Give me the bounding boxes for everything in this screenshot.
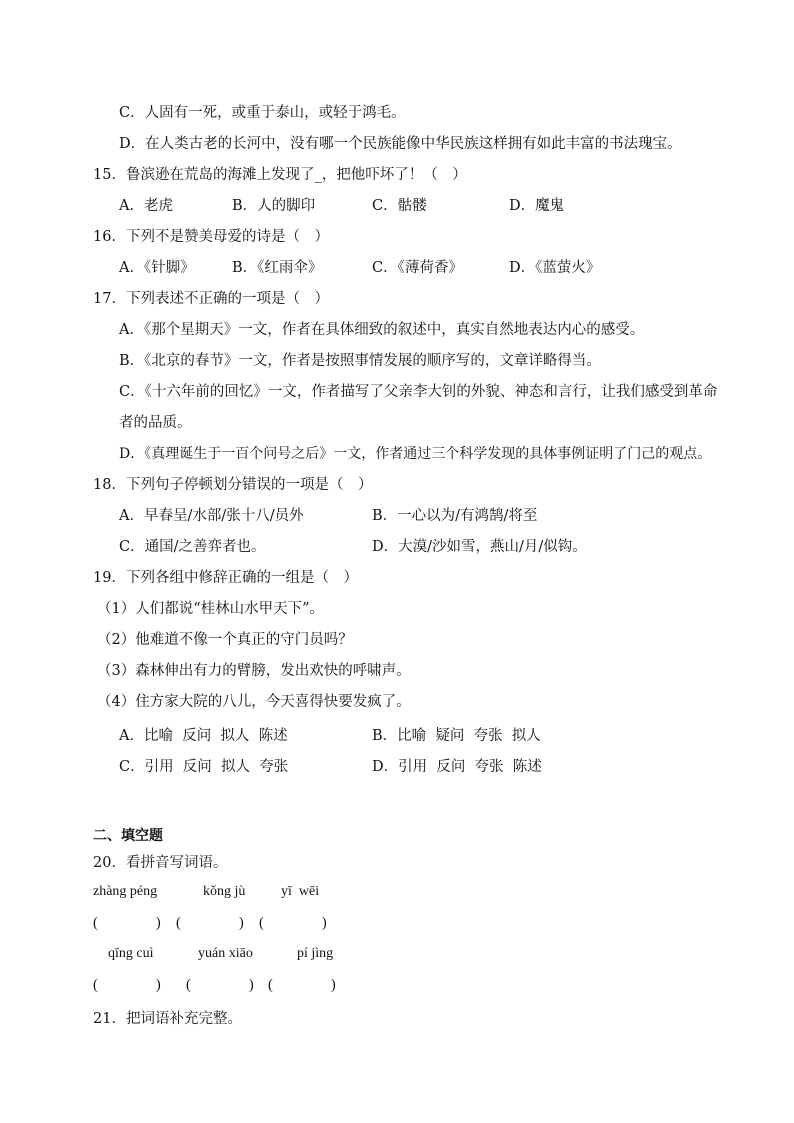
- q19-item-1: （1）人们都说“桂林山水甲天下”。: [97, 601, 325, 617]
- q16-option-a: A．《针脚》: [119, 260, 195, 276]
- q17-option-c-line2: 者的品质。: [119, 415, 192, 431]
- q15-option-a: A．老虎: [119, 198, 173, 214]
- q19-item-3: （3）森林伸出有力的臂膀，发出欢快的呼啸声。: [97, 663, 411, 679]
- q15-option-c: C．骷髅: [372, 198, 427, 214]
- q20-pinyin-1: zhàng péng: [93, 884, 158, 899]
- q19-option-b: B．比喻 疑问 夸张 拟人: [372, 728, 541, 744]
- q20-pinyin-2: kǒng jù: [203, 884, 246, 899]
- q16-option-b: B．《红雨伞》: [232, 260, 323, 276]
- q15-option-d: D．魔鬼: [509, 198, 565, 214]
- q16-option-c: C．《薄荷香》: [372, 260, 463, 276]
- q20-pinyin-5: yuán xiāo: [198, 946, 253, 961]
- section-fill-in-title: 二、填空题: [93, 828, 163, 844]
- q20-blank-3[interactable]: ( ): [259, 915, 327, 931]
- q17-stem: 17．下列表述不正确的一项是（ ）: [93, 291, 329, 307]
- q17-option-d: D．《真理诞生于一百个问号之后》一文，作者通过三个科学发现的具体事例证明了门己的观点。: [119, 446, 712, 462]
- q16-stem: 16．下列不是赞美母爱的诗是（ ）: [93, 229, 329, 245]
- q20-blank-6[interactable]: ( ): [268, 977, 336, 993]
- q19-item-2: （2）他难道不像一个真正的守门员吗？: [97, 632, 353, 648]
- q20-blank-2[interactable]: ( ): [176, 915, 244, 931]
- q20-stem: 20．看拼音写词语。: [93, 855, 228, 871]
- q14-option-d: D．在人类古老的长河中，没有哪一个民族能像中华民族这样拥有如此丰富的书法瑰宝。: [119, 136, 682, 152]
- q20-blank-5[interactable]: ( ): [186, 977, 254, 993]
- q20-pinyin-4: qīng cuì: [108, 946, 154, 961]
- q17-option-c-line1: C．《十六年前的回忆》一文，作者描写了父亲李大钊的外貌、神态和言行，让我们感受到革命: [119, 384, 718, 400]
- q19-stem: 19．下列各组中修辞正确的一组是（ ）: [93, 570, 358, 586]
- q19-option-c: C．引用 反问 拟人 夸张: [119, 759, 289, 775]
- q19-option-a: A．比喻 反问 拟人 陈述: [119, 728, 288, 744]
- q19-item-4: （4）住方家大院的八儿，今天喜得快要发疯了。: [97, 694, 411, 710]
- q14-option-c: C．人固有一死，或重于泰山，或轻于鸿毛。: [119, 105, 406, 121]
- q18-option-d: D．大漠/沙如雪，燕山/月/似钩。: [372, 539, 587, 555]
- q21-stem: 21．把词语补充完整。: [93, 1011, 242, 1027]
- q20-blank-1[interactable]: ( ): [93, 915, 161, 931]
- q18-option-b: B．一心以为/有鸿鹄/将至: [372, 508, 538, 524]
- q20-blank-4[interactable]: ( ): [93, 977, 161, 993]
- q16-option-d: D．《蓝萤火》: [509, 260, 601, 276]
- q18-stem: 18．下列句子停顿划分错误的一项是（ ）: [93, 477, 373, 493]
- q15-stem: 15．鲁滨逊在荒岛的海滩上发现了_，把他吓坏了！（ ）: [93, 167, 467, 183]
- q18-option-a: A．早春呈/水部/张十八/员外: [119, 508, 304, 524]
- q18-option-c: C．通国/之善弈者也。: [119, 539, 266, 555]
- q17-option-b: B．《北京的春节》一文，作者是按照事情发展的顺序写的，文章详略得当。: [119, 353, 601, 369]
- q20-pinyin-6: pí jìng: [297, 946, 334, 961]
- q17-option-a: A．《那个星期天》一文，作者在具体细致的叙述中，真实自然地表达内心的感受。: [119, 322, 645, 338]
- q19-option-d: D．引用 反问 夸张 陈述: [372, 759, 542, 775]
- q20-pinyin-3: yī wēi: [281, 884, 320, 899]
- q15-option-b: B．人的脚印: [232, 198, 316, 214]
